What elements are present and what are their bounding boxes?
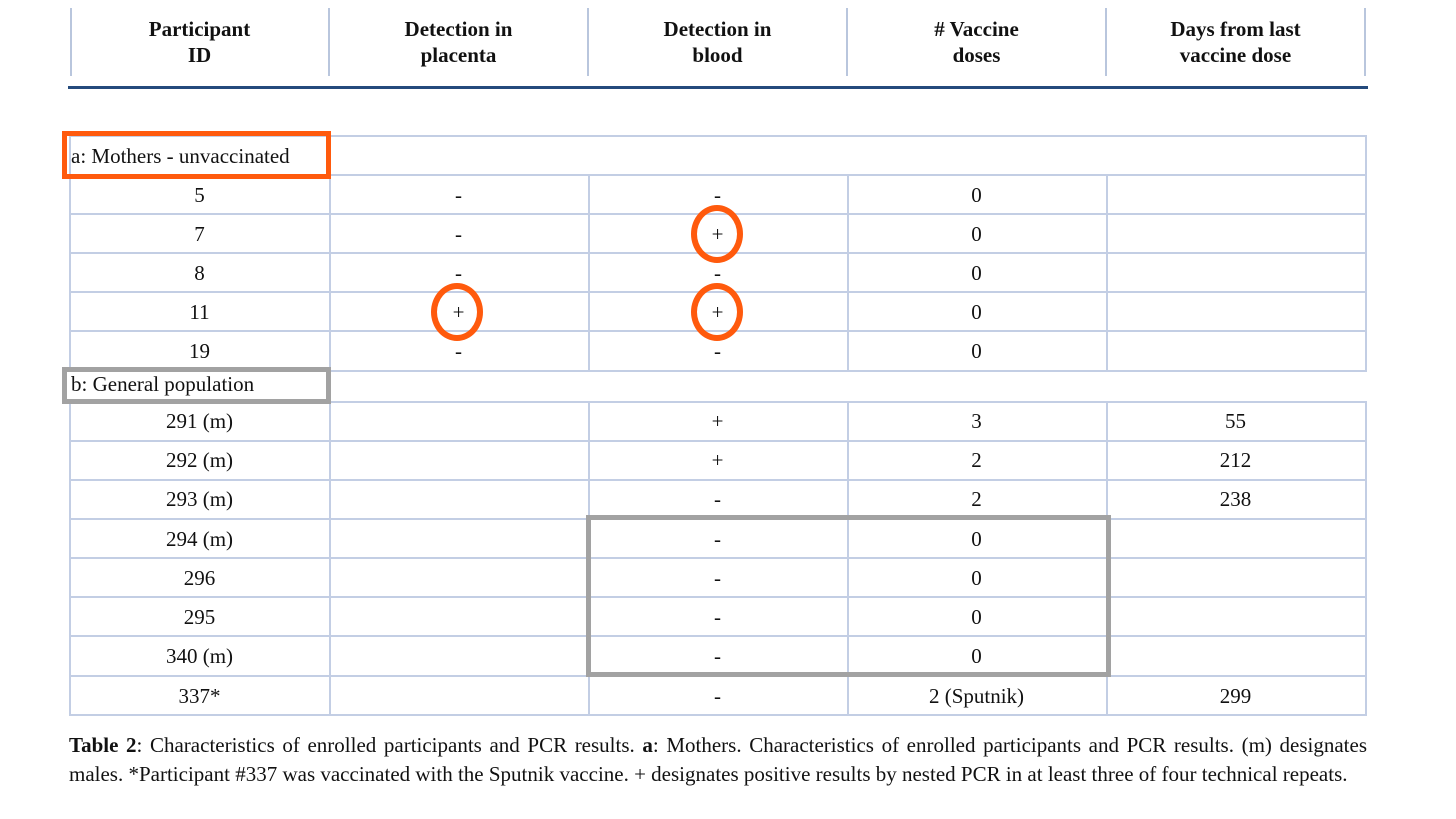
cell-participant-id: 8 [194, 261, 205, 285]
cell-placenta: + [452, 300, 465, 324]
cell-vaccine-doses: 3 [971, 409, 982, 433]
cell-vaccine-doses: 0 [971, 605, 982, 629]
highlight-circle-blood-11 [691, 283, 743, 341]
column-header-days-from-last-dose: Days from last vaccine dose [1170, 17, 1301, 67]
caption-part2: : Mothers. Characteristics of enrolled participants and PCR results. (m) designates males. *Participant #337 was vaccinated with the Sputnik vaccine. + designates positive results by nested PCR in at least three of four technical repeats. [69, 733, 1368, 786]
cell-blood: - [714, 566, 721, 590]
cell-vaccine-doses: 2 (Sputnik) [928, 684, 1025, 708]
cell-blood: - [714, 605, 721, 629]
table-border-line [1365, 135, 1367, 372]
cell-participant-id: 296 [183, 566, 216, 590]
cell-participant-id: 295 [183, 605, 216, 629]
column-header-vaccine-doses: # Vaccine doses [934, 17, 1019, 67]
header-left-border [70, 8, 72, 76]
cell-blood: + [711, 409, 724, 433]
table-border-line [1365, 401, 1367, 716]
table-caption [69, 731, 1367, 789]
cell-participant-id: 11 [189, 300, 210, 324]
cell-participant-id: 337* [178, 684, 221, 708]
cell-placenta: - [455, 222, 462, 246]
cell-blood: - [714, 183, 721, 207]
table-row-line [69, 440, 1367, 442]
cell-blood: - [714, 684, 721, 708]
cell-participant-id: 19 [189, 339, 210, 363]
cell-vaccine-doses: 0 [971, 566, 982, 590]
cell-blood: - [714, 261, 721, 285]
section-b-label: b: General population [71, 372, 255, 396]
caption-bold-a: a [642, 733, 653, 757]
cell-vaccine-doses: 0 [971, 222, 982, 246]
cell-days: 299 [1219, 684, 1252, 708]
cell-blood: - [714, 487, 721, 511]
cell-placenta: - [455, 183, 462, 207]
highlight-circle-placenta-11 [431, 283, 483, 341]
cell-days: 238 [1219, 487, 1252, 511]
cell-vaccine-doses: 0 [971, 183, 982, 207]
cell-blood: - [714, 339, 721, 363]
caption-part1: : Characteristics of enrolled participants and PCR results. [136, 733, 643, 757]
cell-placenta: - [455, 261, 462, 285]
cell-blood: + [711, 222, 724, 246]
cell-blood: + [711, 448, 724, 472]
cell-blood: + [711, 300, 724, 324]
cell-vaccine-doses: 0 [971, 644, 982, 668]
cell-vaccine-doses: 2 [971, 487, 982, 511]
cell-days: 212 [1219, 448, 1252, 472]
table-column-line [1106, 174, 1108, 372]
cell-participant-id: 5 [194, 183, 205, 207]
highlight-box-unvaccinated-negatives [586, 515, 1111, 677]
cell-vaccine-doses: 0 [971, 339, 982, 363]
column-header-detection-placenta: Detection in placenta [404, 17, 513, 67]
cell-participant-id: 7 [194, 222, 205, 246]
table-row-line [69, 714, 1367, 716]
section-a-label: a: Mothers - unvaccinated [71, 144, 290, 168]
cell-blood: - [714, 527, 721, 551]
cell-vaccine-doses: 2 [971, 448, 982, 472]
header-right-border [1364, 8, 1366, 76]
caption-table-label: Table 2 [69, 733, 137, 757]
cell-days: 55 [1225, 409, 1246, 433]
highlight-box-general-population [62, 367, 331, 404]
highlight-circle-blood-7 [691, 205, 743, 263]
cell-participant-id: 294 (m) [165, 527, 234, 551]
cell-vaccine-doses: 0 [971, 261, 982, 285]
column-header-participant-id: Participant ID [148, 17, 251, 67]
column-header-detection-blood: Detection in blood [663, 17, 772, 67]
table-row-line [69, 479, 1367, 481]
header-rule [68, 86, 1368, 89]
cell-participant-id: 293 (m) [165, 487, 234, 511]
cell-vaccine-doses: 0 [971, 300, 982, 324]
cell-blood: - [714, 644, 721, 668]
cell-participant-id: 292 (m) [165, 448, 234, 472]
cell-vaccine-doses: 0 [971, 527, 982, 551]
cell-participant-id: 340 (m) [165, 644, 234, 668]
highlight-box-mothers-unvaccinated [62, 131, 331, 179]
cell-participant-id: 291 (m) [165, 409, 234, 433]
table-header [70, 8, 1366, 76]
cell-placenta: - [455, 339, 462, 363]
table-column-line [329, 401, 331, 716]
